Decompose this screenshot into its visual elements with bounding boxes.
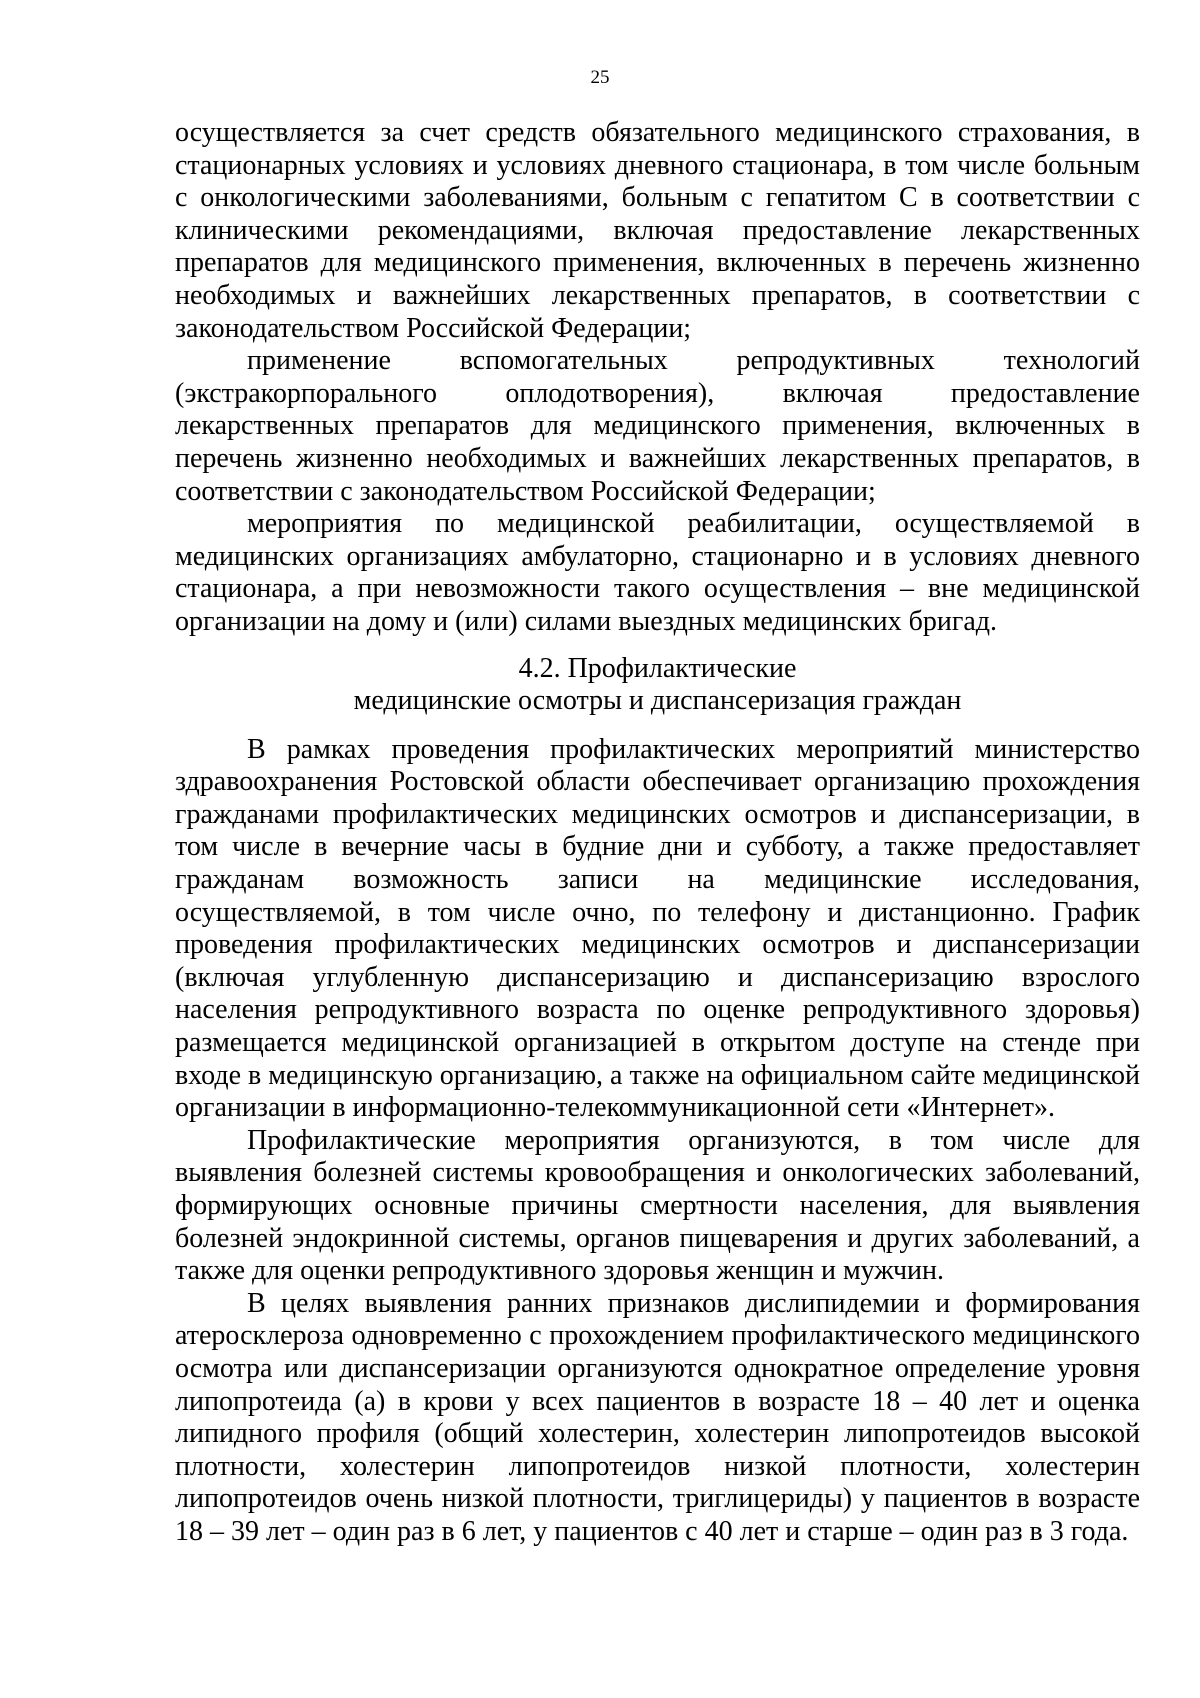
paragraph-oms-funding: осуществляется за счет средств обязательного медицинского страхования, в стационарных условиях и условиях дневного стационара, в том числе больным с онкологическими заболеваниями, больным с гепатитом С в соответствии с клиническими рекомендациями, включая предоставление лекарственных препаратов для медицинского применения, включенных в перечень жизненно необходимых и важнейших лекарственных препаратов, в соответствии с законодательством Российской Федерации;	[175, 117, 1140, 344]
section-heading	[175, 653, 1140, 718]
paragraph-rehabilitation: мероприятия по медицинской реабилитации, осуществляемой в медицинских организациях амбулаторно, стационарно и в условиях дневного стационара, а при невозможности такого осуществления – вне медицинской организации на дому и (или) силами выездных медицинских бригад.	[175, 508, 1140, 637]
paragraph-preventive-measures: В рамках проведения профилактических мероприятий министерство здравоохранения Ростовской области обеспечивает организацию прохождения гражданами профилактических медицинских осмотров и диспансеризации, в том числе в вечерние часы в будние дни и субботу, а также предоставляет гражданам возможность записи на медицинские исследования, осуществляемой, в том числе очно, по телефону и дистанционно. График проведения профилактических медицинских осмотров и диспансеризации (включая углубленную диспансеризацию и диспансеризацию взрослого населения репродуктивного возраста по оценке репродуктивного здоровья) размещается медицинской организацией в открытом доступе на стенде при входе в медицинскую организацию, а также на официальном сайте медицинской организации в информационно-телекоммуникационной сети «Интернет».	[175, 733, 1140, 1124]
section-heading-line-1: 4.2. Профилактические	[518, 652, 797, 684]
paragraph-reproductive-technologies: применение вспомогательных репродуктивных технологий (экстракорпорального оплодотворения), включая предоставление лекарственных препаратов для медицинского применения, включенных в перечень жизненно необходимых и важнейших лекарственных препаратов, в соответствии с законодательством Российской Федерации;	[175, 345, 1140, 507]
section-heading-line-2: медицинские осмотры и диспансеризация граждан	[353, 685, 962, 717]
paragraph-dyslipidemia-screening: В целях выявления ранних признаков дислипидемии и формирования атеросклероза одновременно с прохождением профилактического медицинского осмотра или диспансеризации организуются однократное определение уровня липопротеида (а) в крови у всех пациентов в возрасте 18 – 40 лет и оценка липидного профиля (общий холестерин, холестерин липопротеидов высокой плотности, холестерин липопротеидов низкой плотности, холестерин липопротеидов очень низкой плотности, триглицериды) у пациентов в возрасте 18 – 39 лет – один раз в 6 лет, у пациентов с 40 лет и старше – один раз в 3 года.	[175, 1287, 1140, 1547]
paragraph-disease-detection: Профилактические мероприятия организуются, в том числе для выявления болезней системы кровообращения и онкологических заболеваний, формирующих основные причины смертности населения, для выявления болезней эндокринной системы, органов пищеварения и других заболеваний, а также для оценки репродуктивного здоровья женщин и мужчин.	[175, 1124, 1140, 1287]
page-number: 25	[590, 67, 610, 88]
document-body	[175, 117, 1140, 1549]
